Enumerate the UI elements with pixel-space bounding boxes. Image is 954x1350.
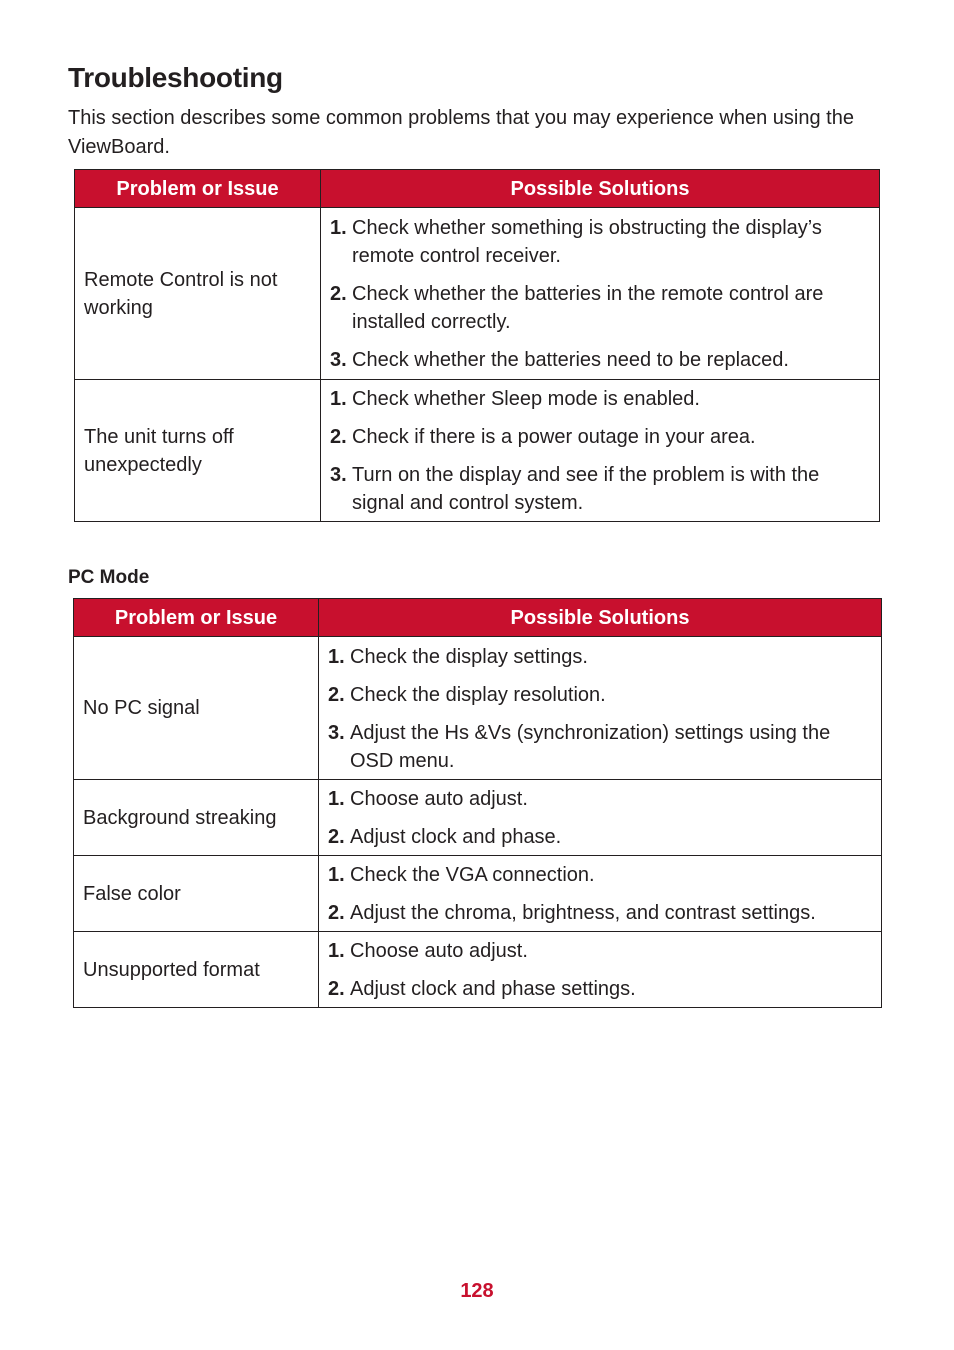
- solutions-cell: [321, 208, 880, 380]
- step-number: 1.: [328, 940, 345, 962]
- list-item: [328, 643, 873, 671]
- table-row: [74, 637, 882, 780]
- list-item: [328, 975, 873, 1003]
- pc-mode-heading: PC Mode: [68, 567, 150, 588]
- list-item: [330, 461, 871, 517]
- solutions-cell: [319, 932, 882, 1008]
- list-item: [328, 785, 873, 813]
- step-text: Adjust the chroma, brightness, and contrast settings.: [350, 902, 816, 924]
- list-item: [328, 823, 873, 851]
- step-text: Check whether Sleep mode is enabled.: [352, 388, 700, 410]
- issue-cell: Remote Control is not working: [75, 208, 321, 380]
- table-row: [74, 932, 882, 1008]
- table-row: [75, 380, 880, 522]
- solution-list: [328, 785, 873, 851]
- step-number: 2.: [328, 978, 345, 1000]
- step-text: Check if there is a power outage in your area.: [352, 426, 756, 448]
- step-number: 1.: [328, 864, 345, 886]
- solutions-cell: [319, 780, 882, 856]
- intro-paragraph: This section describes some common problems that you may experience when using the ViewBoard.: [68, 107, 854, 158]
- column-header-solutions: Possible Solutions: [319, 599, 882, 637]
- step-text: Adjust clock and phase.: [350, 826, 562, 848]
- list-item: [330, 423, 871, 451]
- troubleshooting-table: [74, 169, 880, 522]
- column-header-solutions: Possible Solutions: [321, 170, 880, 208]
- step-text: Check whether something is obstructing the display’s remote control receiver.: [352, 217, 822, 267]
- list-item: [330, 214, 871, 270]
- list-item: [328, 937, 873, 965]
- solutions-cell: [319, 637, 882, 780]
- step-number: 3.: [330, 464, 347, 486]
- issue-cell: False color: [74, 856, 319, 932]
- step-number: 1.: [328, 788, 345, 810]
- list-item: [328, 861, 873, 889]
- list-item: [330, 346, 871, 374]
- step-number: 2.: [328, 683, 345, 706]
- solution-list: [330, 385, 871, 517]
- step-number: 1.: [328, 645, 345, 668]
- list-item: [328, 681, 873, 709]
- step-number: 2.: [328, 902, 345, 924]
- issue-cell: Background streaking: [74, 780, 319, 856]
- list-item: [328, 719, 873, 775]
- step-text: Choose auto adjust.: [350, 788, 528, 810]
- solutions-cell: [319, 856, 882, 932]
- solution-list: [330, 214, 871, 374]
- solutions-cell: [321, 380, 880, 522]
- step-text: Check the VGA connection.: [350, 864, 595, 886]
- step-number: 1.: [330, 217, 347, 239]
- column-header-problem: Problem or Issue: [75, 170, 321, 208]
- step-text: Adjust the Hs &Vs (synchronization) settings using the OSD menu.: [350, 721, 831, 772]
- pc-mode-table: [73, 598, 882, 1008]
- table-row: [74, 780, 882, 856]
- table-row: [75, 208, 880, 380]
- step-text: Turn on the display and see if the problem is with the signal and control system.: [352, 464, 820, 514]
- list-item: [330, 385, 871, 413]
- table-row: [74, 856, 882, 932]
- step-number: 2.: [328, 826, 345, 848]
- solution-list: [328, 937, 873, 1003]
- table-header-row: [75, 170, 880, 208]
- issue-cell: Unsupported format: [74, 932, 319, 1008]
- step-text: Check the display settings.: [350, 645, 588, 668]
- issue-cell: No PC signal: [74, 637, 319, 780]
- step-text: Adjust clock and phase settings.: [350, 978, 636, 1000]
- column-header-problem: Problem or Issue: [74, 599, 319, 637]
- step-number: 2.: [330, 426, 347, 448]
- list-item: [328, 899, 873, 927]
- step-number: 2.: [330, 283, 347, 305]
- step-number: 1.: [330, 388, 347, 410]
- page-number: 128: [460, 1280, 494, 1302]
- step-number: 3.: [328, 721, 345, 744]
- step-text: Check whether the batteries need to be replaced.: [352, 349, 789, 371]
- step-text: Check the display resolution.: [350, 683, 606, 706]
- list-item: [330, 280, 871, 336]
- solution-list: [328, 861, 873, 927]
- step-text: Choose auto adjust.: [350, 940, 528, 962]
- page-title: Troubleshooting: [68, 62, 283, 93]
- step-text: Check whether the batteries in the remote control are installed correctly.: [352, 283, 824, 333]
- step-number: 3.: [330, 349, 347, 371]
- issue-cell: The unit turns off unexpectedly: [75, 380, 321, 522]
- table-header-row: [74, 599, 882, 637]
- solution-list: [328, 643, 873, 775]
